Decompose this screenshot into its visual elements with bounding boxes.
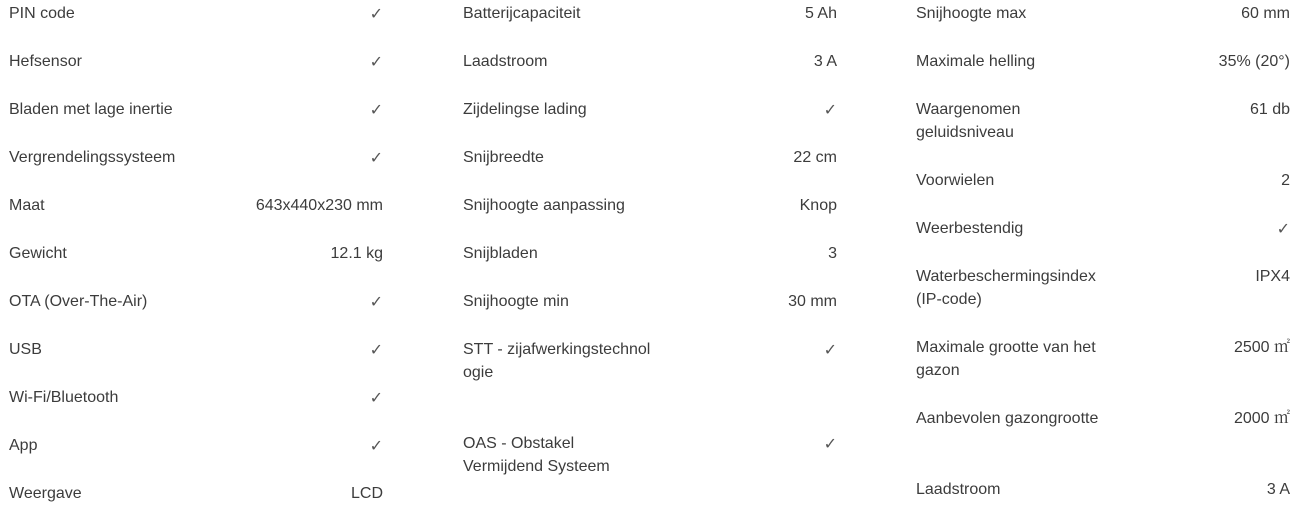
spec-value: 60 mm xyxy=(1241,5,1290,22)
spec-label: Aanbevolen gazongrootte xyxy=(916,410,1099,427)
spec-label: Snijbreedte xyxy=(463,149,544,166)
spec-value: 61 db xyxy=(1249,101,1290,118)
spec-label: STT - zijafwerkingstechnologie xyxy=(463,341,651,381)
spec-label: Laadstroom xyxy=(916,481,1001,498)
spec-label: Snijhoogte aanpassing xyxy=(463,197,625,214)
spec-label: Waterbeschermingsindex (IP-code) xyxy=(916,268,1096,308)
spec-label: OAS - Obstakel Vermijdend Systeem xyxy=(463,435,610,475)
spec-label: PIN code xyxy=(9,5,75,22)
spec-value: 3 A xyxy=(813,53,837,70)
check-icon: ✓ xyxy=(369,388,383,407)
spec-label: OTA (Over-The-Air) xyxy=(9,293,148,310)
check-icon: ✓ xyxy=(369,52,383,71)
spec-label: Gewicht xyxy=(9,245,67,262)
spec-label: Maximale helling xyxy=(916,53,1036,70)
check-icon: ✓ xyxy=(369,100,383,119)
spec-value: IPX4 xyxy=(1255,268,1290,285)
check-icon: ✓ xyxy=(823,340,837,359)
spec-label: Voorwielen xyxy=(916,172,995,189)
spec-value: 643x440x230 mm xyxy=(255,197,383,214)
check-icon: ✓ xyxy=(1276,219,1290,238)
spec-label: USB xyxy=(9,341,42,358)
spec-value: LCD xyxy=(350,485,383,502)
check-icon: ✓ xyxy=(369,148,383,167)
spec-value: 12.1 kg xyxy=(330,245,383,262)
spec-value: 2000 ㎡ xyxy=(1233,410,1290,427)
spec-value: 35% (20°) xyxy=(1218,53,1290,70)
check-icon: ✓ xyxy=(823,434,837,453)
spec-label: Laadstroom xyxy=(463,53,548,70)
spec-label: Snijhoogte min xyxy=(463,293,569,310)
spec-label: Weergave xyxy=(9,485,82,502)
spec-value: 22 cm xyxy=(793,149,837,166)
check-icon: ✓ xyxy=(369,292,383,311)
spec-value: Knop xyxy=(799,197,837,214)
spec-label: Zijdelingse lading xyxy=(463,101,587,118)
spec-label: Snijhoogte max xyxy=(916,5,1027,22)
spec-label: Wi-Fi/Bluetooth xyxy=(9,389,119,406)
spec-value: 30 mm xyxy=(788,293,837,310)
spec-label: Batterijcapaciteit xyxy=(463,5,581,22)
spec-label: Vergrendelingssysteem xyxy=(9,149,176,166)
spec-value: 2 xyxy=(1281,172,1290,189)
check-icon: ✓ xyxy=(369,4,383,23)
spec-label: Maximale grootte van het gazon xyxy=(916,339,1096,379)
spec-label: App xyxy=(9,437,38,454)
check-icon: ✓ xyxy=(369,436,383,455)
spec-label: Snijbladen xyxy=(463,245,538,262)
spec-value: 2500 ㎡ xyxy=(1233,339,1290,356)
spec-value: 3 A xyxy=(1266,481,1290,498)
spec-label: Maat xyxy=(9,197,45,214)
spec-value: 3 xyxy=(828,245,837,262)
spec-label: Weerbestendig xyxy=(916,220,1024,237)
spec-label: Waargenomen geluidsniveau xyxy=(916,101,1021,141)
spec-value: 5 Ah xyxy=(804,5,837,22)
check-icon: ✓ xyxy=(369,340,383,359)
spec-label: Bladen met lage inertie xyxy=(9,101,173,118)
check-icon: ✓ xyxy=(823,100,837,119)
spec-label: Hefsensor xyxy=(9,53,82,70)
